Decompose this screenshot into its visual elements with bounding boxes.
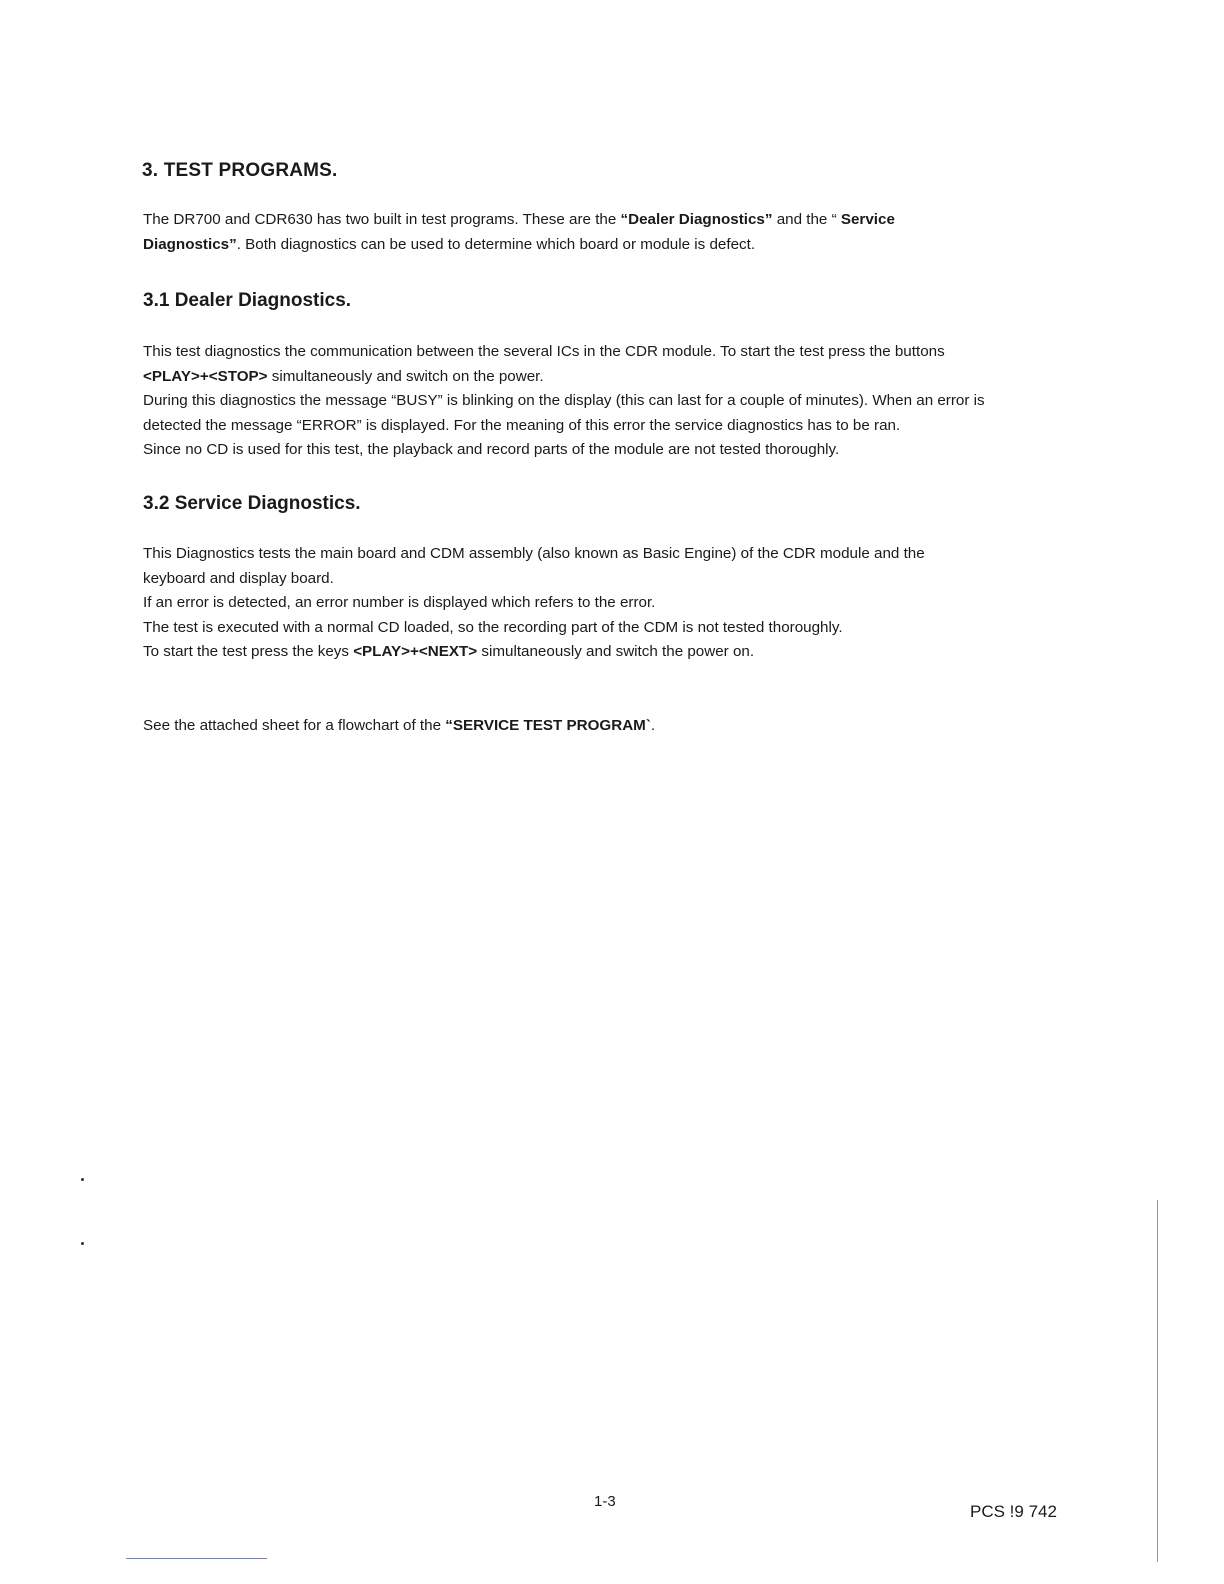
intro-text: and the “ [772,211,841,228]
document-code: PCS !9 742 [970,1502,1057,1521]
dealer-diagnostics-title: 3.1 Dealer Diagnostics. [143,290,352,311]
play-next-keys: <PLAY>+<NEXT> [353,643,478,660]
intro-text: The DR700 and CDR630 has two built in test programs. These are the [143,211,621,228]
service-line-4: The test is executed with a normal CD loaded, so the recording part of the CDM is not tested thoroughly. [143,618,843,636]
dealer-diagnostics-paragraph [143,340,1073,463]
scan-edge-line [1157,1200,1158,1562]
flowchart-note-line [143,714,1073,739]
scan-speck [81,1178,84,1181]
page-number: 1-3 [594,1493,616,1510]
flowchart-note-text: . [650,717,656,734]
service-diagnostics-title: 3.2 Service Diagnostics. [143,493,361,514]
dealer-line-3: During this diagnostics the message “BUSY” is blinking on the display (this can last for a couple of minutes). When an error is [143,392,985,409]
service-diagnostics-term: Diagnostics” [143,235,237,253]
dealer-diagnostics-term: “Dealer Diagnostics” [620,211,773,228]
service-diagnostics-term: Service [840,211,895,228]
service-line-5 [143,640,1073,665]
service-line-2: keyboard and display board. [143,569,334,587]
flowchart-note-text: See the attached sheet for a flowchart of the [143,717,446,734]
service-line-1: This Diagnostics tests the main board and CDM assembly (also known as Basic Engine) of the CDR module and the [143,545,925,562]
flowchart-note [143,714,1073,739]
service-text: To start the test press the keys [143,643,354,660]
intro-line-1 [143,208,1073,233]
dealer-line-4: detected the message “ERROR” is displayed. For the meaning of this error the service diagnostics has to be ran. [143,416,901,434]
play-stop-keys: <PLAY>+<STOP> [143,367,268,385]
dealer-line-1: This test diagnostics the communication between the several ICs in the CDR module. To start the test press the buttons [143,343,945,360]
dealer-line-2 [143,365,1073,390]
dealer-text: simultaneously and switch on the power. [267,367,544,385]
service-diagnostics-paragraph [143,542,1073,665]
scan-underline-rule [126,1558,267,1559]
dealer-line-5: Since no CD is used for this test, the playback and record parts of the module are not tested thoroughly. [143,441,840,458]
intro-paragraph [143,208,1073,257]
intro-text: . Both diagnostics can be used to determine which board or module is defect. [236,235,756,253]
intro-line-2 [143,233,1073,258]
section-title: 3. TEST PROGRAMS. [142,160,338,181]
service-line-3: If an error is detected, an error number is displayed which refers to the error. [143,594,656,611]
scan-speck [81,1242,84,1245]
service-text: simultaneously and switch the power on. [477,643,755,660]
service-test-program-term: “SERVICE TEST PROGRAM` [445,717,651,734]
